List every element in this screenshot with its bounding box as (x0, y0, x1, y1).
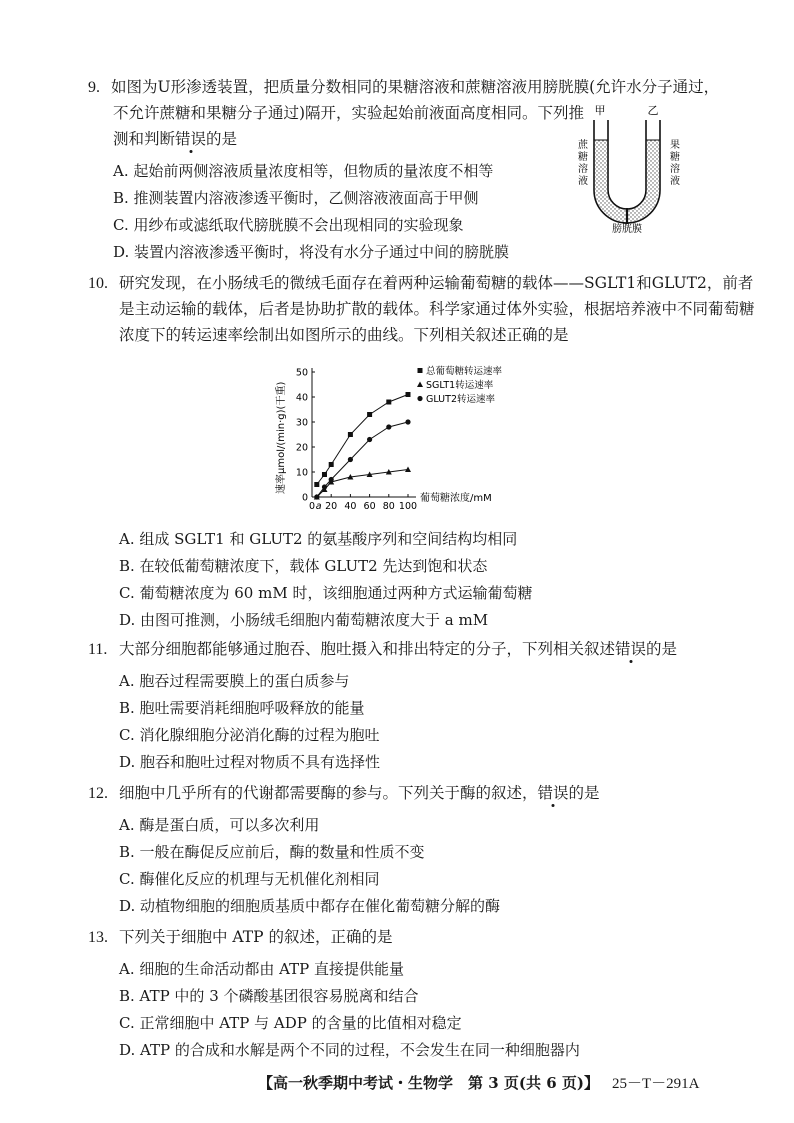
chart-point-square (386, 400, 391, 405)
chart-y-tick-label: 10 (295, 467, 308, 479)
right-label-2: 糖 (670, 152, 680, 163)
question-9-option-a: A. 起始前两侧溶液质量浓度相等，但物质的量浓度不相等 (113, 162, 494, 180)
question-11-option-d: D. 胞吞和胞吐过程对物质不具有选择性 (119, 753, 381, 771)
question-11-option-a: A. 胞吞过程需要膜上的蛋白质参与 (119, 672, 350, 690)
question-9-option-b: B. 推测装置内溶液渗透平衡时，乙侧溶液液面高于甲侧 (113, 189, 479, 207)
chart-y-tick-label: 20 (295, 442, 308, 454)
question-9-line2: 不允许蔗糖和果糖分子通过)隔开，实验起始前液面高度相同。下列推 (113, 104, 585, 122)
chart-x-tick-label: 40 (344, 501, 357, 512)
chart-point-circle (348, 457, 353, 462)
right-label-1: 果 (670, 140, 680, 151)
left-label-3: 溶 (578, 164, 588, 175)
chart-x-tick-label: 0 (308, 501, 316, 512)
left-label-2: 糖 (578, 152, 588, 163)
question-10-option-a: A. 组成 SGLT1 和 GLUT2 的氨基酸序列和空间结构均相同 (119, 530, 518, 548)
u-tube-inner-wall (608, 120, 646, 209)
chart-x-tick-label: 100 (398, 501, 418, 512)
u-tube-bottom-label: 膀胱膜 (612, 224, 642, 235)
question-11-option-c: C. 消化腺细胞分泌消化酶的过程为胞吐 (119, 726, 380, 744)
u-tube-figure (570, 100, 690, 235)
left-label-1: 蔗 (578, 140, 588, 151)
question-12-option-b: B. 一般在酶促反应前后，酶的数量和性质不变 (119, 843, 425, 861)
chart-series-line-2 (317, 422, 408, 497)
question-13-option-c: C. 正常细胞中 ATP 与 ADP 的含量的比值相对稳定 (119, 1014, 462, 1032)
question-11-option-b: B. 胞吐需要消耗细胞呼吸释放的能量 (119, 699, 365, 717)
chart-point-square (348, 432, 353, 437)
legend-marker-circle (417, 396, 422, 401)
legend-marker-square (418, 368, 423, 373)
question-13-option-d: D. ATP 的合成和水解是两个不同的过程，不会发生在同一种细胞器内 (119, 1041, 580, 1059)
chart-legend-label: SGLT1转运速率 (426, 380, 494, 391)
question-10-option-d: D. 由图可推测，小肠绒毛细胞内葡萄糖浓度大于 a mM (119, 611, 489, 629)
chart-y-axis-label: 速率μmol/(min·g)(干重) (276, 381, 287, 494)
chart-y-tick-label: 50 (295, 367, 308, 379)
question-12-line1: 细胞中几乎所有的代谢都需要酶的参与。下列关于酶的叙述，错误的是 (119, 784, 600, 802)
chart-x-tick-label: 60 (363, 501, 376, 512)
question-10-option-c: C. 葡萄糖浓度为 60 mM 时，该细胞通过两种方式运输葡萄糖 (119, 584, 533, 602)
chart-y-tick-label: 40 (295, 392, 308, 404)
question-10-line3: 浓度下的转运速率绘制出如图所示的曲线。下列相关叙述正确的是 (119, 326, 569, 344)
question-13-option-b: B. ATP 中的 3 个磷酸基团很容易脱离和结合 (119, 987, 419, 1005)
question-9-line1: 如图为U形渗透装置，把质量分数相同的果糖溶液和蔗糖溶液用膀胱膜(允许水分子通过， (111, 78, 720, 96)
chart-point-circle (405, 419, 410, 424)
u-tube-right-top-label: 乙 (647, 104, 659, 117)
chart-point-triangle (405, 467, 411, 473)
question-10-line1: 研究发现，在小肠绒毛的微绒毛面存在着两种运输葡萄糖的载体——SGLT1和GLUT2，前者 (119, 274, 754, 292)
chart-point-circle (314, 494, 319, 499)
chart-x-tick-label: 80 (382, 501, 395, 512)
chart-x-axis-label: 葡萄糖浓度/mM (420, 493, 492, 504)
chart-point-square (314, 482, 319, 487)
chart-point-square (406, 392, 411, 397)
chart-point-circle (329, 477, 334, 482)
chart-y-tick-label: 0 (301, 492, 308, 504)
question-12-option-c: C. 酶催化反应的机理与无机催化剂相同 (119, 870, 380, 888)
question-13-number: 13. (88, 929, 108, 946)
right-label-4: 液 (670, 176, 680, 187)
question-10-line2: 是主动运输的载体，后者是协助扩散的载体。科学家通过体外实验，根据培养液中不同葡萄糖 (119, 300, 755, 318)
chart-x-tick-label: 20 (325, 501, 338, 512)
left-label-4: 液 (578, 176, 588, 187)
page-footer-title: 【高一秋季期中考试・生物学 第 3 页(共 6 页)】 (258, 1074, 599, 1092)
question-13-option-a: A. 细胞的生命活动都由 ATP 直接提供能量 (119, 960, 405, 978)
chart-point-square (367, 412, 372, 417)
chart-x-tick-label: a (315, 501, 322, 512)
chart-point-square (322, 472, 327, 477)
question-11-number: 11. (88, 641, 108, 658)
chart-legend-label: GLUT2转运速率 (426, 394, 495, 405)
chart-point-circle (322, 484, 327, 489)
right-label-3: 溶 (670, 164, 680, 175)
question-9-line3: 测和判断错误的是 (113, 130, 238, 148)
question-13-line1: 下列关于细胞中 ATP 的叙述，正确的是 (119, 928, 393, 946)
chart-point-square (329, 462, 334, 467)
glucose-transport-chart (268, 362, 538, 522)
question-12-number: 12. (88, 785, 108, 802)
chart-y-tick-label: 30 (295, 417, 308, 429)
question-12-option-a: A. 酶是蛋白质，可以多次利用 (119, 816, 320, 834)
page-footer-code: 25－T－291A (612, 1076, 700, 1092)
question-9-option-d: D. 装置内溶液渗透平衡时，将没有水分子通过中间的膀胱膜 (113, 243, 510, 261)
chart-point-circle (386, 424, 391, 429)
question-9-option-c: C. 用纱布或滤纸取代膀胱膜不会出现相同的实验现象 (113, 216, 464, 234)
chart-point-circle (367, 437, 372, 442)
question-11-line1: 大部分细胞都能够通过胞吞、胞吐摄入和排出特定的分子，下列相关叙述错误的是 (119, 640, 678, 658)
chart-legend-label: 总葡萄糖转运速率 (426, 366, 503, 377)
legend-marker-triangle (417, 382, 423, 388)
question-10-number: 10. (88, 275, 108, 292)
question-9-number: 9. (88, 79, 100, 96)
question-10-option-b: B. 在较低葡萄糖浓度下，载体 GLUT2 先达到饱和状态 (119, 557, 488, 575)
u-tube-left-top-label: 甲 (594, 104, 606, 117)
question-12-option-d: D. 动植物细胞的细胞质基质中都存在催化葡萄糖分解的酶 (119, 897, 501, 915)
